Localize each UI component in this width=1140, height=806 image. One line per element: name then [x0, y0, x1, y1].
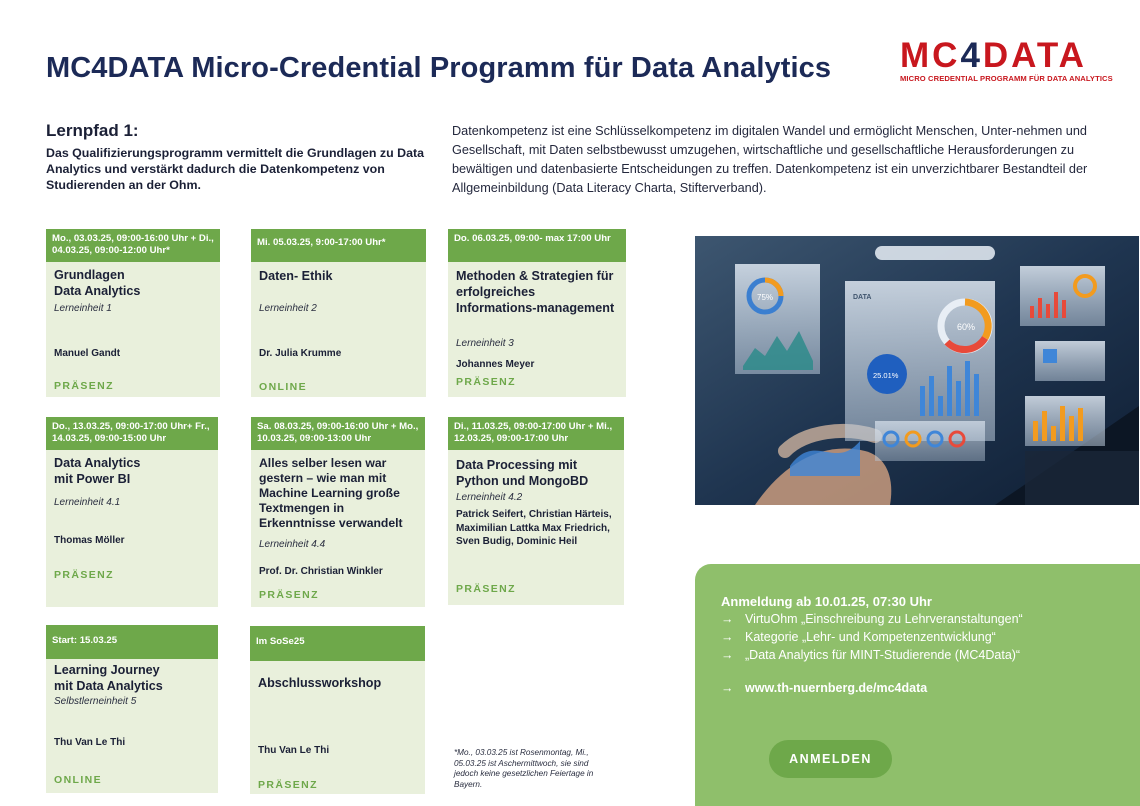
course-mode: ONLINE: [54, 774, 103, 786]
course-title: Methoden & Strategien für erfolgreiches Informations-management: [456, 269, 615, 315]
arrow-right-icon: →: [721, 630, 734, 644]
course-card-4: [46, 417, 218, 607]
arrow-right-icon: →: [721, 648, 734, 662]
footnote: *Mo., 03.03.25 ist Rosenmontag, Mi., 05.03.25 ist Aschermittwoch, sie sind jedoch keine gesetzlichen Feiertage in Bayern.: [454, 748, 594, 789]
course-date: Di., 11.03.25, 09:00-17:00 Uhr + Mi., 12.03.25, 09:00-17:00 Uhr: [448, 417, 624, 450]
arrow-right-icon: →: [721, 612, 734, 626]
learning-path-intro: Das Qualifizierungsprogramm vermittelt die Grundlagen zu Data Analytics und verstärkt dadurch die Datenkompetenz von Studierenden an der Ohm.: [46, 146, 424, 192]
course-title: Abschlussworkshop: [258, 676, 382, 690]
course-lecturer: Johannes Meyer: [456, 359, 535, 370]
course-unit: Lerneinheit 4.4: [259, 539, 326, 550]
course-unit: Selbstlerneinheit 5: [54, 696, 137, 707]
course-lecturer: Thomas Möller: [54, 535, 125, 546]
course-lecturer: Manuel Gandt: [54, 348, 121, 359]
course-date: Do., 13.03.25, 09:00-17:00 Uhr+ Fr., 14.03.25, 09:00-15:00 Uhr: [46, 417, 218, 450]
course-title: Daten- Ethik: [259, 269, 333, 283]
arrow-right-icon: →: [721, 681, 734, 695]
course-unit: Lerneinheit 4.1: [54, 497, 121, 508]
course-date: Sa. 08.03.25, 09:00-16:00 Uhr + Mo., 10.03.25, 09:00-13:00 Uhr: [251, 417, 425, 450]
course-card-7: [46, 625, 218, 793]
registration-heading: Anmeldung ab 10.01.25, 07:30 Uhr: [721, 594, 932, 609]
logo: [900, 38, 1122, 83]
photo-panel-label: DATA: [853, 294, 872, 301]
logo-subtitle: MICRO CREDENTIAL PROGRAMM FÜR DATA ANALYTICS: [900, 74, 1113, 83]
learning-path-heading: Lernpfad 1:: [46, 121, 139, 140]
course-title: Grundlagen Data Analytics: [54, 268, 141, 298]
photo-label-25: 25.01%: [873, 371, 899, 380]
course-mode: PRÄSENZ: [456, 583, 516, 595]
page-title: MC4DATA Micro-Credential Programm für Data Analytics: [46, 52, 832, 84]
course-date: Start: 15.03.25: [46, 625, 218, 659]
registration-step: [721, 630, 996, 644]
course-date: Do. 06.03.25, 09:00- max 17:00 Uhr: [448, 229, 626, 262]
program-description: Datenkompetenz ist eine Schlüsselkompetenz im digitalen Wandel und ermöglicht Menschen, Unter-nehmen und Gesellschaft, mit Daten selbstbewusst umzugehen, wirtschaftliche und gesellschaftliche Herausforderungen zu bewältigen und datenbasierte Entscheidungen zu treffen. Datenkompetenz ist ein unverzichtbarer Bestandteil der Allgemeinbildung (Data Literacy Charta, Stifterverband).: [452, 124, 1088, 195]
photo-label-60: 60%: [957, 322, 976, 332]
course-unit: Lerneinheit 1: [54, 303, 112, 314]
course-card-8: [250, 626, 425, 794]
registration-panel: [695, 564, 1140, 806]
course-lecturer: Patrick Seifert, Christian Härteis, Maximilian Lattka Max Friedrich, Sven Budig, Dominic Heil: [456, 509, 612, 547]
course-mode: PRÄSENZ: [259, 589, 319, 601]
data-analytics-photo: [695, 236, 1139, 505]
registration-step: [721, 612, 1023, 626]
registration-link-row: [721, 681, 927, 695]
course-date: Mi. 05.03.25, 9:00-17:00 Uhr*: [251, 229, 426, 262]
course-card-6: [448, 417, 624, 605]
course-title: Data Analytics mit Power BI: [54, 456, 141, 486]
course-lecturer: Prof. Dr. Christian Winkler: [259, 566, 383, 577]
course-lecturer: Thu Van Le Thi: [258, 745, 330, 756]
course-card-1: [46, 229, 220, 397]
registration-url-link[interactable]: www.th-nuernberg.de/mc4data: [745, 681, 928, 695]
course-title: Data Processing mit Python und MongoBD: [456, 458, 589, 488]
logo-wordmark: MC4DATA: [900, 36, 1087, 75]
course-mode: PRÄSENZ: [54, 569, 114, 581]
course-mode: PRÄSENZ: [258, 779, 318, 791]
course-unit: Lerneinheit 3: [456, 338, 514, 349]
photo-label-75: 75%: [757, 293, 774, 302]
course-title: Learning Journey mit Data Analytics: [54, 663, 163, 693]
dashboard-illustration: [695, 236, 1139, 505]
course-lecturer: Dr. Julia Krumme: [259, 348, 342, 359]
registration-step-text: Kategorie „Lehr- und Kompetenzentwicklung“: [745, 630, 996, 644]
register-button[interactable]: ANMELDEN: [769, 740, 892, 778]
course-lecturer: Thu Van Le Thi: [54, 737, 126, 748]
course-mode: PRÄSENZ: [54, 380, 114, 392]
course-unit: Lerneinheit 4.2: [456, 492, 523, 503]
course-mode: ONLINE: [259, 381, 308, 393]
registration-step: [721, 648, 1020, 662]
course-unit: Lerneinheit 2: [259, 303, 317, 314]
course-date: Mo., 03.03.25, 09:00-16:00 Uhr + Di., 04.03.25, 09:00-12:00 Uhr*: [46, 229, 220, 262]
course-mode: PRÄSENZ: [456, 376, 516, 388]
course-card-3: [448, 229, 626, 397]
registration-step-text: VirtuOhm „Einschreibung zu Lehrveranstaltungen“: [745, 612, 1023, 626]
course-card-2: [251, 229, 426, 397]
course-date: Im SoSe25: [250, 626, 425, 661]
course-title: Alles selber lesen war gestern – wie man mit Machine Learning große Textmengen in Erkenntnisse verwandelt: [259, 456, 403, 530]
registration-step-text: „Data Analytics für MINT-Studierende (MC4Data)“: [745, 648, 1021, 662]
course-card-5: [251, 417, 425, 607]
